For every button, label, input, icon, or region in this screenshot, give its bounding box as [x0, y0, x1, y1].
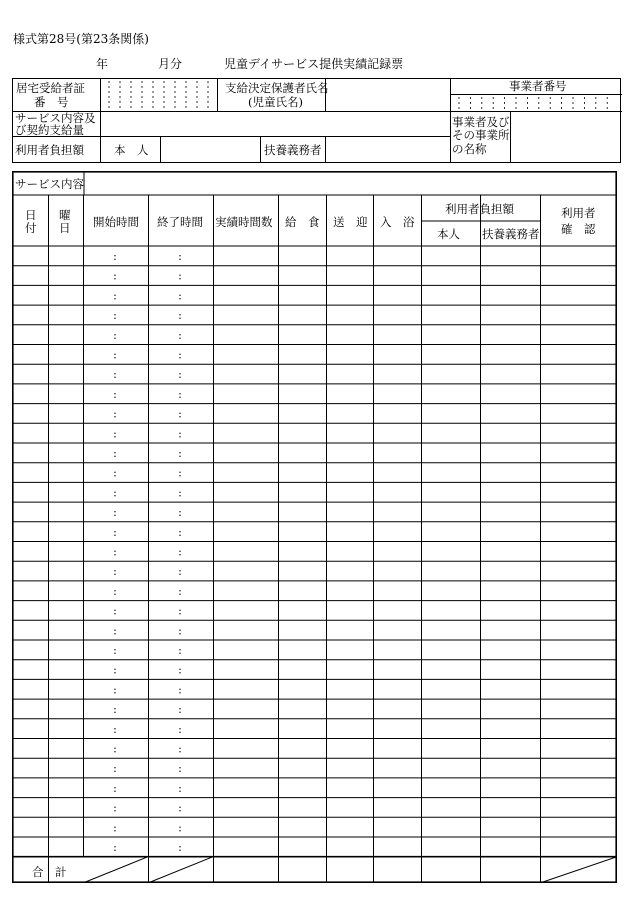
end-time-separator: : [178, 387, 182, 401]
start-time-separator: : [113, 387, 117, 401]
start-time-separator: : [113, 427, 117, 441]
total-slash [83, 857, 148, 883]
col-end-time-label: 終了時間 [157, 215, 203, 229]
start-time-separator: : [113, 841, 117, 854]
col-bath-label: 入 浴 [380, 215, 415, 229]
child-name-label: (児童氏名) [248, 95, 303, 109]
start-time-separator: : [113, 565, 117, 579]
start-time-separator: : [113, 348, 117, 362]
start-time-separator: : [113, 584, 117, 598]
end-time-separator: : [178, 466, 182, 480]
end-time-separator: : [178, 368, 182, 382]
start-time-separator: : [113, 703, 117, 717]
col-confirm-label: 利用者 [561, 206, 596, 220]
col-confirm-label-2: 確 認 [561, 222, 596, 236]
start-time-separator: : [113, 486, 117, 500]
start-time-separator: : [113, 466, 117, 480]
start-time-separator: : [113, 506, 117, 520]
col-transport-label: 送 迎 [333, 215, 368, 229]
end-time-separator: : [178, 309, 182, 323]
col-weekday-label: 曜 [59, 208, 71, 222]
start-time-separator: : [113, 407, 117, 421]
end-time-separator: : [178, 604, 182, 618]
end-time-separator: : [178, 722, 182, 736]
end-time-separator: : [178, 841, 182, 854]
provider-number-label: 事業者番号 [509, 79, 567, 93]
col-weekday-label-2: 日 [59, 221, 71, 235]
start-time-separator: : [113, 447, 117, 460]
end-time-separator: : [178, 624, 182, 638]
end-time-separator: : [178, 289, 182, 303]
form-number: 様式第28号(第23条関係) [13, 32, 149, 46]
start-time-separator: : [113, 624, 117, 638]
end-time-separator: : [178, 781, 182, 795]
title-row [0, 55, 630, 71]
provider-name-label-3: の名称 [452, 142, 487, 156]
end-time-separator: : [178, 348, 182, 362]
start-time-separator: : [113, 801, 117, 815]
service-amount-label-2: び契約支給量 [15, 123, 84, 137]
year-label: 年 [96, 57, 109, 71]
end-time-separator: : [178, 742, 182, 756]
burden-self-label: 本 人 [114, 143, 149, 157]
end-time-separator: : [178, 407, 182, 421]
start-time-separator: : [113, 525, 117, 539]
end-time-separator: : [178, 683, 182, 697]
start-time-separator: : [113, 781, 117, 795]
end-time-separator: : [178, 584, 182, 598]
col-start-time-label: 開始時間 [93, 215, 139, 229]
end-time-separator: : [178, 663, 182, 677]
start-time-separator: : [113, 545, 117, 559]
start-time-separator: : [113, 644, 117, 657]
col-burden-label: 利用者負担額 [445, 202, 514, 216]
provider-number-digit-boxes [459, 97, 607, 110]
start-time-separator: : [113, 269, 117, 283]
start-time-separator: : [113, 604, 117, 618]
col-actual-hours-label: 実績時間数 [215, 215, 273, 229]
recipient-cert-label: 居宅受給者証 [16, 81, 85, 95]
provider-name-label: 事業者及び [452, 115, 510, 129]
end-time-separator: : [178, 644, 182, 657]
start-time-separator: : [113, 289, 117, 303]
col-burden-guardian-label: 扶養義務者 [482, 227, 540, 241]
recipient-cert-digit-boxes [109, 81, 208, 109]
table-frame [13, 172, 616, 882]
start-time-separator: : [113, 309, 117, 323]
start-time-separator: : [113, 250, 117, 263]
end-time-separator: : [178, 565, 182, 579]
service-content-label: サービス内容 [15, 177, 84, 191]
end-time-separator: : [178, 447, 182, 460]
start-time-separator: : [113, 683, 117, 697]
end-time-separator: : [178, 821, 182, 835]
col-day-label-2: 付 [25, 221, 37, 235]
total-slash [148, 857, 213, 883]
end-time-separator: : [178, 427, 182, 441]
provider-name-label-2: その事業所 [452, 128, 510, 142]
start-time-separator: : [113, 663, 117, 677]
end-time-separator: : [178, 801, 182, 815]
total-label: 合 計 [32, 865, 67, 879]
start-time-separator: : [113, 328, 117, 342]
service-amount-label: サービス内容及 [15, 111, 96, 125]
recipient-cert-label-2: 番 号 [34, 95, 69, 109]
start-time-separator: : [113, 821, 117, 835]
end-time-separator: : [178, 762, 182, 776]
end-time-separator: : [178, 525, 182, 539]
end-time-separator: : [178, 486, 182, 500]
end-time-separator: : [178, 545, 182, 559]
burden-amount-label: 利用者負担額 [15, 143, 84, 157]
start-time-separator: : [113, 722, 117, 736]
end-time-separator: : [178, 269, 182, 283]
total-slash [540, 857, 617, 883]
end-time-separator: : [178, 703, 182, 717]
end-time-separator: : [178, 506, 182, 520]
col-burden-self-label: 本人 [437, 227, 460, 241]
col-day-label: 日 [25, 208, 37, 222]
service-record-table [12, 171, 617, 883]
start-time-separator: : [113, 762, 117, 776]
end-time-separator: : [178, 250, 182, 263]
burden-guardian-label: 扶養義務者 [264, 143, 322, 157]
header-info-table [12, 78, 622, 163]
month-label: 月分 [158, 57, 183, 71]
start-time-separator: : [113, 742, 117, 756]
start-time-separator: : [113, 368, 117, 382]
end-time-separator: : [178, 328, 182, 342]
col-meal-label: 給 食 [285, 215, 320, 229]
guardian-name-label: 支給決定保護者氏名 [225, 81, 329, 95]
form-title: 児童デイサービス提供実績記録票 [224, 57, 404, 71]
